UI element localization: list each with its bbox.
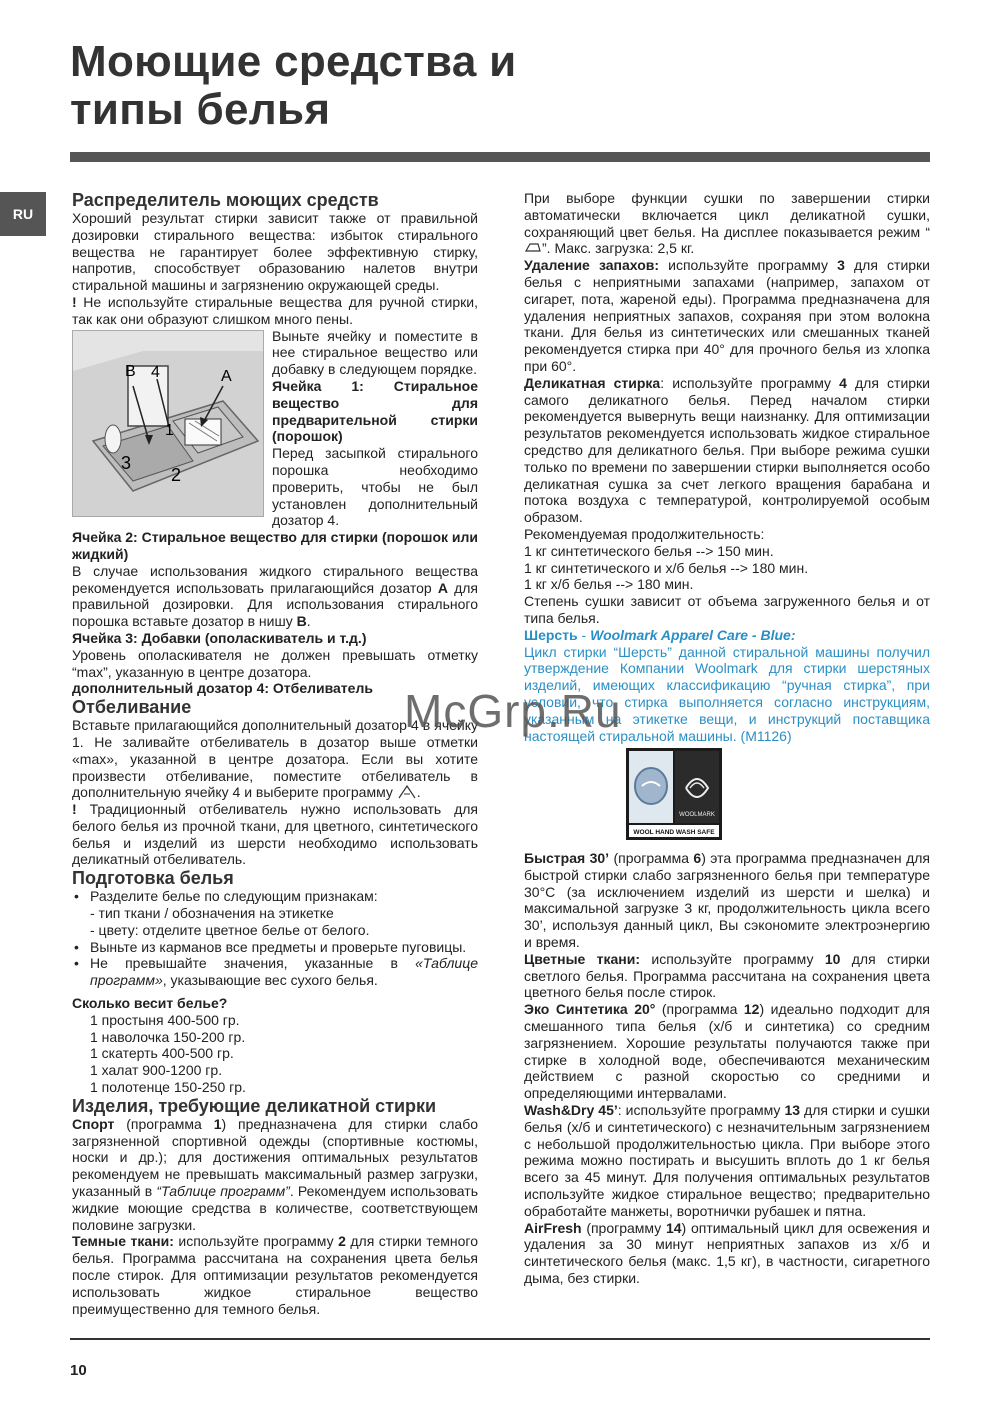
label-1: 1 <box>165 421 174 439</box>
weights-list <box>72 1012 478 1096</box>
list-item: • Не превышайте значения, указанные в «Таблице программ», указывающие вес сухого белья. <box>72 955 478 989</box>
page-number: 10 <box>70 1362 87 1379</box>
list-item: 1 наволочка 150-200 гр. <box>90 1028 246 1045</box>
odor-text: Удаление запахов: используйте программу 3 для стирки белья с неприятными запахами (например, запахом от сигарет, пота, жареной еды). Программа предназначена для удаления неприятных запахов, сохраняя при этом волокна ткани. Для белья из синтетических или смешанных тканей рекомендуется стирка при 40° для прочного белья из хлопка при 60°. <box>524 257 931 374</box>
dispenser-diagram <box>72 330 264 517</box>
list-item: 1 халат 900-1200 гр. <box>90 1062 223 1079</box>
duration-line: 1 кг синтетического и х/б белья --> 180 мин. <box>524 559 809 576</box>
cell-3-title: Ячейка 3: Добавки (ополаскиватель и т.д.) <box>72 629 367 646</box>
pull-drawer-text: Выньте ячейку и поместите в нее стиральное вещество или добавку в следующем порядке. <box>272 327 478 378</box>
cell-2-title: Ячейка 2: Стиральное вещество для стирки (порошок или жидкий) <box>72 529 478 562</box>
delicate-wash-text: Деликатная стирка: используйте программу 4 для стирки самого деликатного белья. Перед началом стирки рекомендуется вывернуть вещи наизнанку. Для оптимизации результатов рекомендуется использовать жидкое стиральное средство для деликатного белья. При выборе режима сушки только по времени по завершении стирки выполняется особо деликатная сушка за счет легкого вращения барабана и потока воздуха с температурой, контролируемой особым образом. <box>524 374 930 526</box>
label-4: 4 <box>151 363 160 381</box>
watermark: McGrp.Ru <box>404 685 622 737</box>
dark-text: Темные ткани: используйте программу 2 для стирки темного белья. Программа рассчитана на сохранения цвета белья после стирок. Для оптимизации результатов рекомендуется использовать жидкое стиральное вещество преимущественно для темного белья. <box>72 1233 479 1317</box>
list-item: 1 скатерть 400-500 гр. <box>90 1045 234 1062</box>
page-title: Моющие средства и типы белья <box>70 37 517 134</box>
cell-4-title: дополнительный дозатор 4: Отбеливатель <box>72 680 373 697</box>
bleach-text: Вставьте прилагающийся дополнительный дозатор 4 в ячейку 1. Не заливайте отбеливатель в дозатор выше отметки «max», указанной в центре дозатора. Если вы хотите произвести отбеливание, поместите отбеливатель в дополнительную ячейку 4 и выберите программу . <box>72 717 478 801</box>
wool-heading: Шерсть - Woolmark Apparel Care - Blue: <box>524 626 796 643</box>
list-subitem: - цвету: отделите цветное белье от белого. <box>90 921 370 938</box>
eco-text: Эко Синтетика 20° (программа 12) идеально подходит для смешанного типа белья (х/б и синтетика) со средним загрязнением. Хорошие результаты получаются также при стирке в холодной воде, обеспечиваются механическим действием с разной скоростью со средними и определяющими интервалами. <box>524 1001 931 1102</box>
wash-dry-text: Wash&Dry 45’: используйте программу 13 для стирки и сушки белья (х/б и синтетического) с незначительным загрязнением с небольшой продолжительностью цикла. При выборе этого режима можно постирать и высушить вплоть до 1 кг белья всего за 45 минут. Для получения оптимальных результатов используйте жидкое стиральное вещество; предварительно обработайте манжеты, воротнички рубашек и пятна. <box>524 1102 930 1219</box>
title-divider <box>70 152 930 162</box>
list-item: 1 простыня 400-500 гр. <box>90 1011 240 1028</box>
dry-text: При выборе функции сушки по завершении стирки автоматически включается цикл деликатной сушки, сохраняющий цвет белья. На дисплее показывается режим “”. Макс. загрузка: 2,5 кг. <box>524 190 930 257</box>
recommended-duration: Рекомендуемая продолжительность: <box>524 525 765 542</box>
label-B: B <box>125 362 136 380</box>
bleach-warning: ! Традиционный отбеливатель нужно использовать для белого белья из прочной ткани, для цветного, синтетического белья и изделий из шерсти необходимо использовать деликатный отбеливатель. <box>72 801 478 868</box>
left-column <box>72 190 478 1317</box>
weights-heading: Сколько весит белье? <box>72 995 228 1012</box>
cell-1-text: Перед засыпкой стирального порошка необходимо проверить, чтобы не был установлен дополнительный дозатор 4. <box>272 445 478 529</box>
drying-degree: Степень сушки зависит от объема загруженного белья и от типа белья. <box>524 593 930 626</box>
prep-list <box>72 888 478 989</box>
dispenser-heading: Распределитель моющих средств <box>72 190 379 210</box>
woolmark-caption: WOOL HAND WASH SAFE <box>633 829 715 837</box>
cell-1-title: Ячейка 1: Стиральное вещество для предварительной стирки (порошок) <box>272 377 478 445</box>
dispenser-warning: ! Не используйте стиральные вещества для ручной стирки, так как они образуют слишком много пены. <box>72 293 478 327</box>
label-2: 2 <box>171 464 182 485</box>
wool-text: Цикл стирки “Шерсть” данной стиральной машины получил утверждение Компании Woolmark для стирки шерстяных изделий, имеющих классификацию “ручная стирка”, при условии, что стирка выполняется согласно инструкциям, указанным на этикетке вещи, и инструкций поставщика настоящей стиральной машины. (M1126) <box>524 643 930 744</box>
label-3: 3 <box>121 452 132 473</box>
footer-divider <box>70 1338 930 1340</box>
delicate-heading: Изделия, требующие деликатной стирки <box>72 1095 437 1116</box>
sport-text: Спорт (программа 1) предназначена для стирки слабо загрязненной спортивной одежды (спортивные костюмы, носки и др.); для достижения оптимальных результатов рекомендуем не превышать максимальный размер загрузки, указанный в “Таблице программ”. Рекомендуем использовать жидкие моющие средства в количестве, соответствующем половине загрузки. <box>72 1115 479 1233</box>
airfresh-text: AirFresh (программу 14) оптимальный цикл для освежения и удаления за 30 минут неприятных запахов из х/б и синтетического белья (макс. 1,5 кг), в частности, сигаретного дыма, без стирки. <box>524 1219 930 1287</box>
iron-icon <box>524 241 542 253</box>
right-column <box>524 190 930 1287</box>
colors-text: Цветные ткани: используйте программу 10 для стирки светлого белья. Программа рассчитана на сохранения цвета цветного белья после стирок. <box>524 950 931 1001</box>
list-item: • Выньте из карманов все предметы и проверьте пуговицы. <box>72 939 478 956</box>
cell-2-text: В случае использования жидкого стирального вещества рекомендуется использовать прилагающийся дозатор A для правильной дозировки. Для использования стирального порошка вставьте дозатор в нишу B. <box>72 562 479 630</box>
dispenser-intro: Хороший результат стирки зависит также от правильной дозировки стирального вещества: избыток стирального вещества не гарантирует более эффективную стирку, напротив, способствует образованию налетов внутри стиральной машины и загрязнению окружающей среды. <box>72 210 478 294</box>
duration-line: 1 кг синтетического белья --> 150 мин. <box>524 542 774 559</box>
label-A: A <box>221 367 232 385</box>
list-item: • Разделите белье по следующим признакам: - тип ткани / обозначения на этикетке - цвету: отделите цветное белье от белого. <box>72 888 478 938</box>
fast-text: Быстрая 30’ (программа 6) эта программа предназначен для быстрой стирки слабо загрязненного белья при температуре 30°С (за исключением изделий из шерсти и шелка) и максимальной загрузке 3 кг, продолжительность цикла всего 30’, используя данный цикл, Вы сэкономите электроэнергию и время. <box>524 850 930 951</box>
woolmark-brand: WOOLMARK <box>679 812 715 819</box>
language-tab: RU <box>0 192 46 236</box>
bleach-heading: Отбеливание <box>72 697 192 718</box>
prep-heading: Подготовка белья <box>72 868 234 889</box>
list-subitem: - тип ткани / обозначения на этикетке <box>90 905 334 922</box>
list-item: 1 полотенце 150-250 гр. <box>90 1079 246 1096</box>
cell-3-text: Уровень ополаскивателя не должен превышать отметку “max”, указанную в центре дозатора. <box>72 646 478 680</box>
woolmark-logo <box>626 748 722 840</box>
bleach-icon <box>397 785 417 799</box>
duration-line: 1 кг х/б белья --> 180 мин. <box>524 576 694 593</box>
